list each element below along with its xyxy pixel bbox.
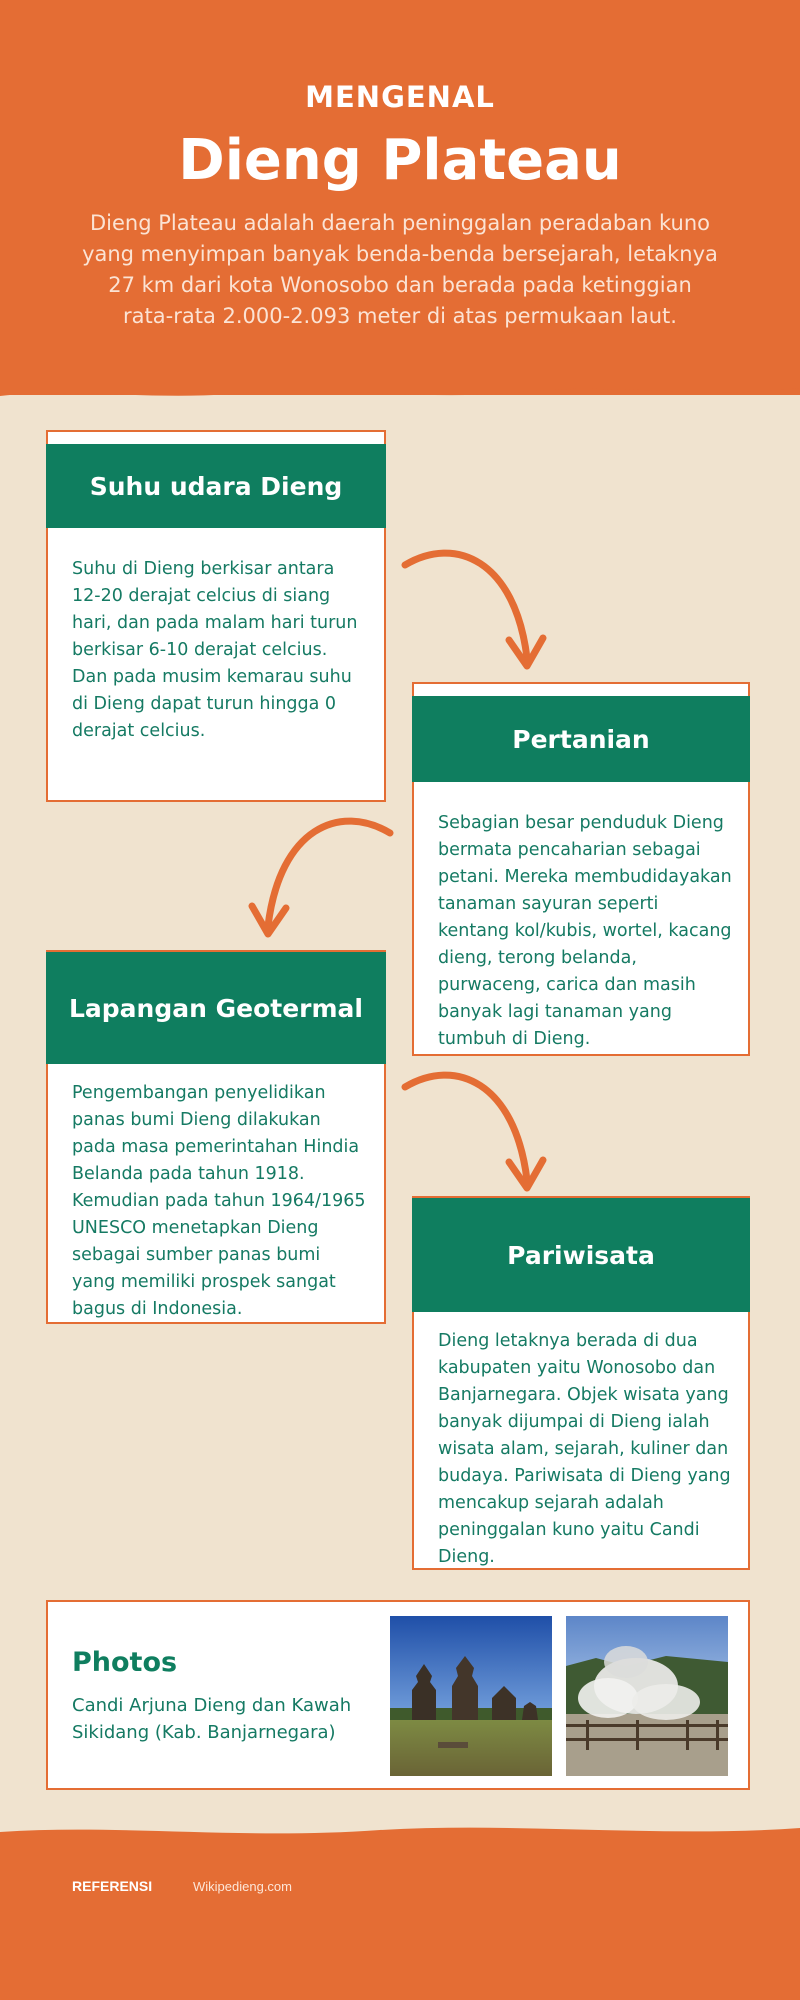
card-pariwisata	[412, 1196, 750, 1570]
curved-arrow-icon	[245, 808, 405, 948]
photos-card	[46, 1600, 750, 1790]
card-geotermal-body: Pengembangan penyelidikan panas bumi Dieng dilakukan pada masa pemerintahan Hindia Belanda pada tahun 1918. Kemudian pada tahun 1964/1965 UNESCO menetapkan Dieng sebagai sumber panas bumi yang memiliki prospek sangat bagus di Indonesia.	[72, 1083, 366, 1319]
temple-photo	[390, 1616, 552, 1776]
curved-arrow-icon	[395, 540, 555, 680]
crater-photo	[566, 1616, 728, 1776]
header-banner	[0, 0, 800, 395]
card-pertanian-title: Pertanian	[412, 696, 750, 782]
card-geotermal	[46, 950, 386, 1324]
card-geotermal-title: Lapangan Geotermal	[46, 952, 386, 1064]
reference-link[interactable]: Wikipedieng.com	[193, 1879, 292, 1894]
card-pariwisata-title: Pariwisata	[412, 1198, 750, 1312]
card-suhu-body: Suhu di Dieng berkisar antara 12-20 derajat celcius di siang hari, dan pada malam hari turun berkisar 6-10 derajat celcius. Dan pada musim kemarau suhu di Dieng dapat turun hingga 0 derajat celcius.	[72, 559, 358, 741]
intro-paragraph: Dieng Plateau adalah daerah peninggalan peradaban kuno yang menyimpan banyak benda-benda bersejarah, letaknya 27 km dari kota Wonosobo dan berada pada ketinggian rata-rata 2.000-2.093 meter di atas permukaan laut.	[82, 211, 718, 328]
reference-label: REFERENSI	[72, 1878, 153, 1894]
card-pariwisata-body: Dieng letaknya berada di dua kabupaten yaitu Wonosobo dan Banjarnegara. Objek wisata yang banyak dijumpai di Dieng ialah wisata alam, sejarah, kuliner dan budaya. Pariwisata di Dieng yang mencakup sejarah adalah peninggalan kuno yaitu Candi Dieng.	[438, 1331, 731, 1567]
card-suhu-udara	[46, 430, 386, 802]
card-pertanian-body: Sebagian besar penduduk Dieng bermata pencaharian sebagai petani. Mereka membudidayakan tanaman sayuran seperti kentang kol/kubis, wortel, kacang dieng, terong belanda, purwaceng, carica dan masih banyak lagi tanaman yang tumbuh di Dieng.	[438, 813, 732, 1049]
photos-title: Photos	[72, 1647, 178, 1678]
header-eyebrow: MENGENAL	[305, 80, 495, 114]
page-title: Dieng Plateau	[178, 128, 622, 193]
card-pertanian	[412, 682, 750, 1056]
photos-caption: Candi Arjuna Dieng dan Kawah Sikidang (Kab. Banjarnegara)	[72, 1695, 352, 1743]
curved-arrow-icon	[395, 1062, 555, 1202]
footer-banner	[0, 1840, 800, 2000]
header-wave-edge	[0, 370, 800, 410]
card-suhu-title: Suhu udara Dieng	[46, 444, 386, 528]
